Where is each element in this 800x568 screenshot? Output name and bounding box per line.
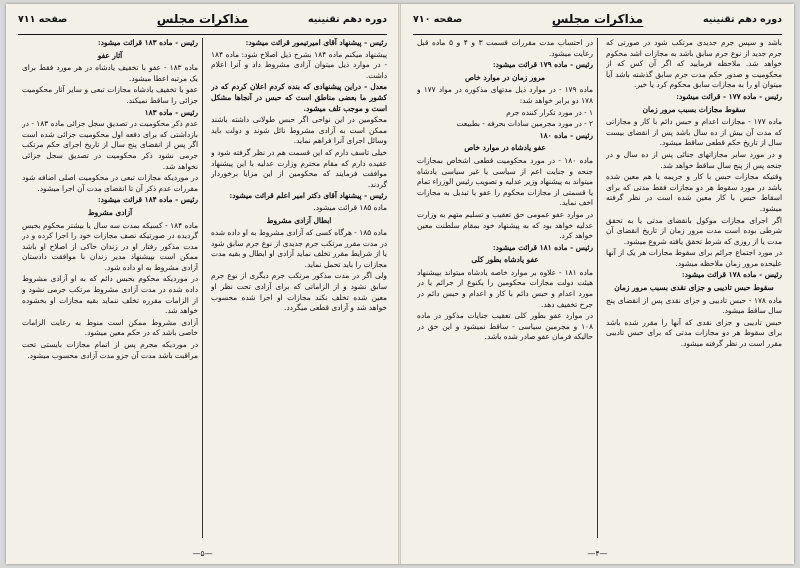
section-heading: عفو یادشاه بطور کلی xyxy=(471,255,539,265)
speaker-line: رئیس - ماده ۱۸۳ xyxy=(144,107,198,117)
paragraph: عدم ذکر محکومیت در تصدیق سجل جزائی ماده ۱۸۳ - در بازداشتی که برای دفعه اول محکومیت جزائی شده است اگر پس از انقضای پنج سال از تاریخ اجرای حکم مرتکب جرمی نشود ذکر محکومیت در تصدیق سجل جزائی نخواهد شد. xyxy=(22,119,198,171)
paragraph: ماده ۱۷۸ - حبس تادیبی و جزای نقدی پس از انقضای پنج سال ساقط میشود. xyxy=(606,295,782,316)
section-heading: سقوط مجازات بسبب مرور زمان xyxy=(642,104,746,114)
paragraph: ماده ۱۸۰ - در مورد محکومیت قطعی اشخاص بمجازات جنحه و جنایت اعم از سیاسی یا غیر سیاسی یادشاه میتواند به پیشنهاد وزیر عدلیه و تصویب رئیس الوزراء تمام یا قسمتی از مجازات محکوم را عفو یا تبدیل به مجازات اخف نماید. xyxy=(417,155,593,208)
left-header-page-number: صفحه ۷۱۱ xyxy=(18,14,68,25)
paragraph: در مورد اجتماع جرائم برای سقوط مجازات هر یک از آنها علیحده مرور زمان ملاحظه میشود. xyxy=(606,248,782,268)
paragraph: اگر اجرای مجازات موکول بانقضای مدتی یا به تحقق شرطی بوده است مدت مرور زمان از تاریخ انقضای آن مدت یا از روزی که شرط تحقق یافته شروع میشود. xyxy=(606,215,782,246)
paragraph: حبس تادیبی و جزای نقدی که آنها را مقرر شده باشد برای سقوط هر دو مجازات مدتی که برای حبس تادیبی مقرر است در نظر گرفته میشود. xyxy=(606,317,782,349)
paragraph: باشد و سپس جرم جدیدی مرتکب شود در صورتی که جرم جدید از نوع جرم سابق باشد به مجازات اشد محکوم خواهد شد. ملاحظه فرمایید که اگر آن کس که از محکومیت و صدور حکم مدت جرم سابق گذشته باشد آیا میتوان او را به مجازات سابق محکوم کرد یا خیر. xyxy=(606,38,782,90)
speaker-line: رئیس - پیشنهاد آقای امیرتیمور قرائت میشود: xyxy=(245,38,387,47)
section-heading: مرور زمان در موارد خاص xyxy=(465,72,545,82)
speaker-line: رئیس - پیشنهاد آقای دکتر امیر اعلم قرائت میشود: xyxy=(229,191,387,201)
paragraph: ماده ۱۸۵ قرائت میشود. xyxy=(313,202,387,212)
left-header-title: مذاکرات مجلس xyxy=(156,12,249,26)
section-heading: آزادی مشروط xyxy=(87,207,133,217)
left-column-right xyxy=(211,38,387,538)
paragraph: خیلی تاسف دارم که این قسمت هم در نظر گرفته شود و عقیده دارم که مقام محترم وزارت عدلیه با این پیشنهاد موافقت فرمایند که محکومین از این مزایا برخوردار گردند. xyxy=(211,147,387,189)
section-heading: آثار عفو xyxy=(97,50,123,60)
speaker-line: رئیس - ماده ۱۸۴ قرائت میشود: xyxy=(97,195,198,205)
right-footer: —۴— xyxy=(587,549,608,558)
left-page xyxy=(6,4,399,564)
right-page xyxy=(401,4,794,564)
section-heading: سقوط حبس تادیبی و جزای نقدی بسبب مرور زمان xyxy=(614,283,774,293)
paragraph: در موردیکه محکوم بحبس دائم که به او آزادی مشروط داده شده در مدت آزادی مشروط مرتکب جرمی نشود و از الزامات مقرره تخلف ننماید بقیه مجازات او بخشوده خواهد شد. xyxy=(22,274,198,316)
right-header-rule xyxy=(413,34,782,35)
paragraph: ماده ۱۸۳ - عفو با تخفیف یادشاه در هر مورد فقط برای یک مرتبه اعطا میشود. xyxy=(22,63,198,83)
paragraph: ماده ۱۸۵ - هرگاه کسی که آزادی مشروط به او داده شده در مدت مقرر مرتکب جرم جدیدی از نوع جرم سابق شود یا از شرایط مقرر تخلف نماید آزادی او ابطال و بقیه مدت مجازات را باید تحمل نماید. xyxy=(211,228,387,269)
paragraph: عفو یا تخفیف یادشاه مجازات تبعی و سایر آثار محکومیت جزائی را ساقط نمیکند. xyxy=(22,85,198,105)
left-header xyxy=(18,12,387,32)
section-heading: عفو یادشاه در موارد خاص xyxy=(464,143,546,153)
left-header-session: دوره دهم تقنینیه xyxy=(307,14,387,25)
right-header-title: مذاکرات مجلس xyxy=(551,12,644,26)
left-header-rule xyxy=(18,34,387,35)
left-footer: —۵— xyxy=(192,549,213,558)
paragraph: ماده ۱۸۱ - علاوه بر موارد خاصه یادشاه میتواند بپیشنهاد هیئت دولت مجازات محکومین را یکنوع از جرائم یا در مورد اعدام و حبس دائم با کار و اعدام و حبس دائم در جرح تخفیف دهد. xyxy=(417,267,593,309)
paragraph: وقتیکه مجازات حبس با کار و جریمه یا هم معین شده باشد در مورد سقوط هر دو مجازات فقط مدتی که برای اسقاط حبس با کار معین شده است در نظر گرفته میشود. xyxy=(606,172,782,213)
right-header-page-number: صفحه ۷۱۰ xyxy=(413,14,463,25)
right-column-left xyxy=(417,38,593,538)
speaker-line: رئیس - ماده ۱۷۸ قرائت میشود: xyxy=(681,270,782,280)
paragraph: و در مورد سایر مجازاتهای جنائی پس از ده سال و در جنحه پس از پنج سال ساقط خواهد شد. xyxy=(606,149,782,170)
right-column-divider xyxy=(597,38,598,538)
paragraph: ولی اگر در مدت مذکور مرتکب جرم دیگری از نوع جرم سابق نشود و از الزاماتی که برای آزادی تحت نظر او معین شده تخلف نکند مجازات او اجرا شده محسوب خواهد شد و آزادی قطعی میگردد. xyxy=(211,271,387,313)
paragraph: ماده ۱۷۷ - مجازات اعدام و حبس دائم با کار و مجازاتی که مدت آن بیش از ده سال باشد پس از انقضای بیست سال از تاریخ حکم قطعی ساقط میشود. xyxy=(606,117,782,148)
speaker-line: رئیس - ماده ۱۷۹ قرائت میشود: xyxy=(492,60,593,70)
speaker-line: رئیس - ماده ۱۸۰ xyxy=(539,130,593,140)
paragraph: ۲ - در مورد مجرمین سادات بحرفه - بطبیعت xyxy=(456,119,593,129)
paragraph: در موارد عفو بطور کلی تعقیب جنایات مذکور در ماده ۱۰۸ و مجرمین سیاسی - ساقط نمیشود و این حق در حالیکه فرمان عفو صادر شده باشد. xyxy=(417,311,593,342)
paragraph: در موارد عفو عمومی حق تعقیب و تسلیم متهم به وزارت عدلیه خواهد بود که به پیشنهاد خود بمقام سلطنت معین خواهد کرد. xyxy=(417,209,593,241)
speaker-line: رئیس - ماده ۱۷۷ - قرائت میشود: xyxy=(676,91,782,101)
paragraph: آزادی مشروط ممکن است منوط به رعایت الزامات خاصی باشد که در حکم معین میشود. xyxy=(22,317,198,338)
left-column-left xyxy=(22,38,198,538)
paragraph: در موردیکه مجازات تبعی در محکومیت اصلی اضافه شود مقررات عدم ذکر آن تا انقضای مدت آن اجرا میشود. xyxy=(22,173,198,193)
speaker-line: معدل - دراین پیشنهادی که بنده کردم اعلان کردم که در کشور ما بعضی مناطق است که حبس در آنجاها مشکل است و موجب تلف میشود. xyxy=(211,82,387,113)
section-heading: ابطال آزادی مشروط xyxy=(266,215,332,225)
paragraph: در احتساب مدت مقررات قسمت ۳ و ۴ و ۵ ماده قبل رعایت میشود. xyxy=(417,38,593,58)
right-header-session: دوره دهم تقنینیه xyxy=(702,14,782,25)
paragraph: در موردیکه مجرم پس از اتمام مجازات بایستی تحت مراقبت باشد مدت آن جزو مدت آزادی محسوب میشود. xyxy=(22,340,198,360)
speaker-line: رئیس - ماده ۱۸۱ قرائت میشود: xyxy=(492,242,593,252)
paragraph: ماده ۱۷۹ - در موارد ذیل مدتهای مذکوره در مواد ۱۷۷ و ۱۷۸ دو برابر خواهد شد: xyxy=(417,85,593,105)
paragraph: پیشنهاد میکنم ماده ۱۸۴ بشرح ذیل اصلاح شود: ماده ۱۸۴ - در موارد ذیل میتوان آزادی مشروط داد و آنرا اعلام داشت. xyxy=(211,49,387,80)
speaker-line: رئیس - ماده ۱۸۳ قرائت میشود: xyxy=(97,38,198,47)
paragraph: محکومین در این نواحی اگر حبس طولانی داشته باشند ممکن است به آزادی مشروط نائل شوند و دولت باید وسائل اجرای آنرا فراهم نماید. xyxy=(211,115,387,146)
paragraph: ۱ - در مورد تکرار کننده جرم xyxy=(506,107,593,117)
right-header xyxy=(413,12,782,32)
left-column-divider xyxy=(202,38,203,538)
right-column-right xyxy=(606,38,782,538)
book-spread xyxy=(6,4,794,564)
paragraph: ماده ۱۸۴ - کسیکه بمدت سه سال یا بیشتر محکوم بحبس گردیده در صورتیکه نصف مجازات خود را اجرا کرده و در مدت مذکور رفتار او در زندان حاکی از اصلاح او باشد ممکن است بپیشنهاد مدیر زندان با موافقت دادستان آزادی مشروط به او داده شود. xyxy=(22,220,198,272)
